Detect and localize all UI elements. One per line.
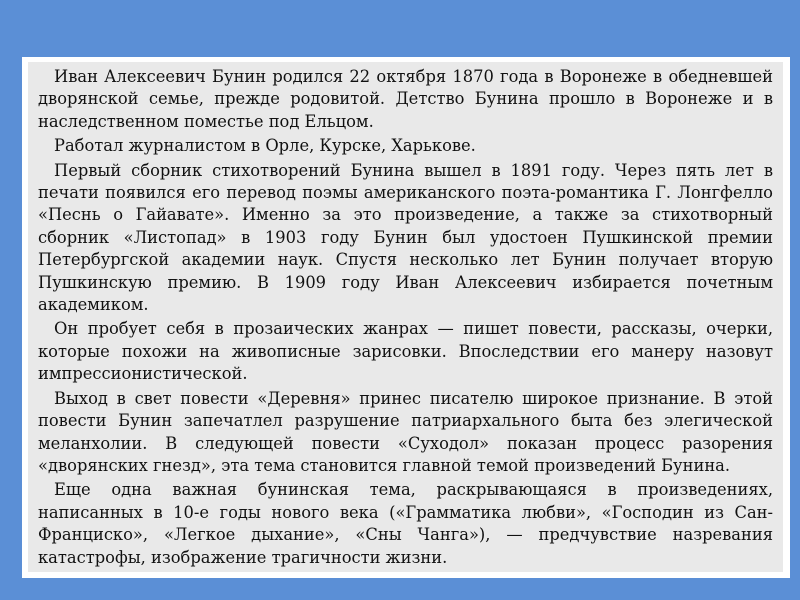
text-area <box>28 62 783 572</box>
paragraph-village: Выход в свет повести «Деревня» принес писателю широкое признание. В этой повести Бунин запечатлел разрушение патриархального быта без элегической меланхолии. В следующей повести «Суходол» показан процесс разорения «дворянских гнезд», эта тема становится главной темой произведений Бунина. <box>38 388 773 475</box>
paragraph-prose: Он пробует себя в прозаических жанрах — пишет повести, рассказы, очерки, которые похожи на живописные зарисовки. Впоследствии его манеру назовут импрессионистической. <box>38 319 773 384</box>
paragraph-birth: Иван Алексеевич Бунин родился 22 октября 1870 года в Воронеже в обедневшей дворянской семье, прежде родовитой. Детство Бунина прошло в Воронеже и в наследственном поместье под Ельцом. <box>38 67 773 131</box>
paragraph-first-collection: Первый сборник стихотворений Бунина вышел в 1891 году. Через пять лет в печати появился его перевод поэмы американского поэта-романтика Г. Лонгфелло «Песнь о Гайавате». Именно за это произведение, а также за стихотворный сборник «Листопад» в 1903 году Бунин был удостоен Пушкинской премии Петербургской академии наук. Спустя несколько лет Бунин получает вторую Пушкинскую премию. В 1909 году Иван Алексеевич избирается почетным академиком. <box>38 160 773 315</box>
paragraph-themes: Еще одна важная бунинская тема, раскрывающаяся в произведениях, написанных в 10-е годы нового века («Грамматика любви», «Господин из Сан-Франциско», «Легкое дыхание», «Сны Чанга»), — предчувствие назревания катастрофы, изображение трагичности жизни. <box>38 480 773 567</box>
paragraph-journalism: Работал журналистом в Орле, Курске, Харькове. <box>54 136 476 156</box>
slide <box>22 57 790 578</box>
